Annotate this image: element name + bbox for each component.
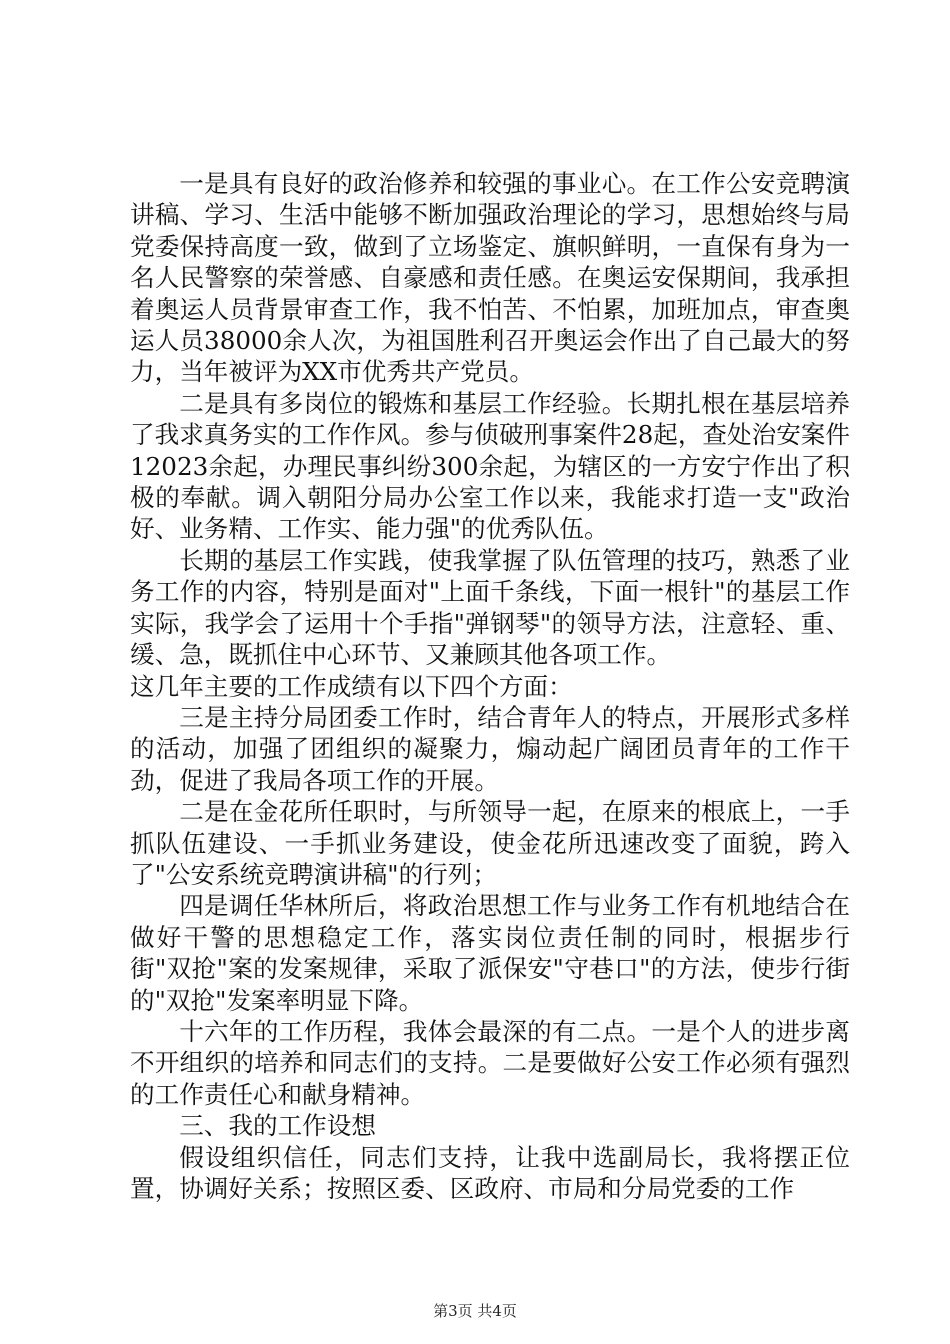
paragraph-jinhua-station: 二是在金花所任职时，与所领导一起，在原来的根底上，一手抓队伍建设、一手抓业务建设，使金花所迅速改变了面貌，跨入了"公安系统竞聘演讲稿"的行列； [130,797,850,889]
paragraph-youth-league: 三是主持分局团委工作时，结合青年人的特点，开展形式多样的活动，加强了团组织的凝聚力，煽动起广阔团员青年的工作干劲，促进了我局各项工作的开展。 [130,702,850,795]
paragraph-achievements-intro: 这几年主要的工作成绩有以下四个方面： [130,671,573,701]
section-heading-work-plan: 三、我的工作设想 [179,1111,376,1141]
paragraph-team-management: 长期的基层工作实践，使我掌握了队伍管理的技巧，熟悉了业务工作的内容，特别是面对"上面千条线，下面一根针"的基层工作实际，我学会了运用十个手指"弹钢琴"的领导方法，注意轻、重、缓、急，既抓住中心环节、又兼顾其他各项工作。 [130,545,850,670]
paragraph-grassroots-experience: 二是具有多岗位的锻炼和基层工作经验。长期扎根在基层培养了我求真务实的工作作风。参与侦破刑事案件28起，查处治安案件12023余起，办理民事纠纷300余起，为辖区的一方安宁作出了积极的奉献。调入朝阳分局办公室工作以来，我能求打造一支"政治好、业务精、工作实、能力强"的优秀队伍。 [130,388,850,544]
document-body [130,168,850,1204]
page-number-footer: 第3页 共4页 [433,1302,517,1320]
paragraph-hualin-station: 四是调任华林所后，将政治思想工作与业务工作有机地结合在做好干警的思想稳定工作，落实岗位责任制的同时，根据步行街"双抢"案的发案规律，采取了派保安"守巷口"的方法，使步行街的"双抢"发案率明显下降。 [130,891,850,1015]
paragraph-sixteen-years: 十六年的工作历程，我体会最深的有二点。一是个人的进步离不开组织的培养和同志们的支持。二是要做好公安工作必须有强烈的工作责任心和献身精神。 [130,1016,850,1109]
paragraph-work-plan: 假设组织信任，同志们支持，让我中选副局长，我将摆正位置，协调好关系；按照区委、区政府、市局和分局党委的工作 [130,1142,850,1203]
paragraph-political-quality: 一是具有良好的政治修养和较强的事业心。在工作公安竞聘演讲稿、学习、生活中能够不断加强政治理论的学习，思想始终与局党委保持高度一致，做到了立场鉴定、旗帜鲜明，一直保有身为一名人民警察的荣誉感、自豪感和责任感。在奥运安保期间，我承担着奥运人员背景审查工作，我不怕苦、不怕累，加班加点，审查奥运人员38000余人次，为祖国胜利召开奥运会作出了自己最大的努力，当年被评为XX市优秀共产党员。 [130,169,850,387]
